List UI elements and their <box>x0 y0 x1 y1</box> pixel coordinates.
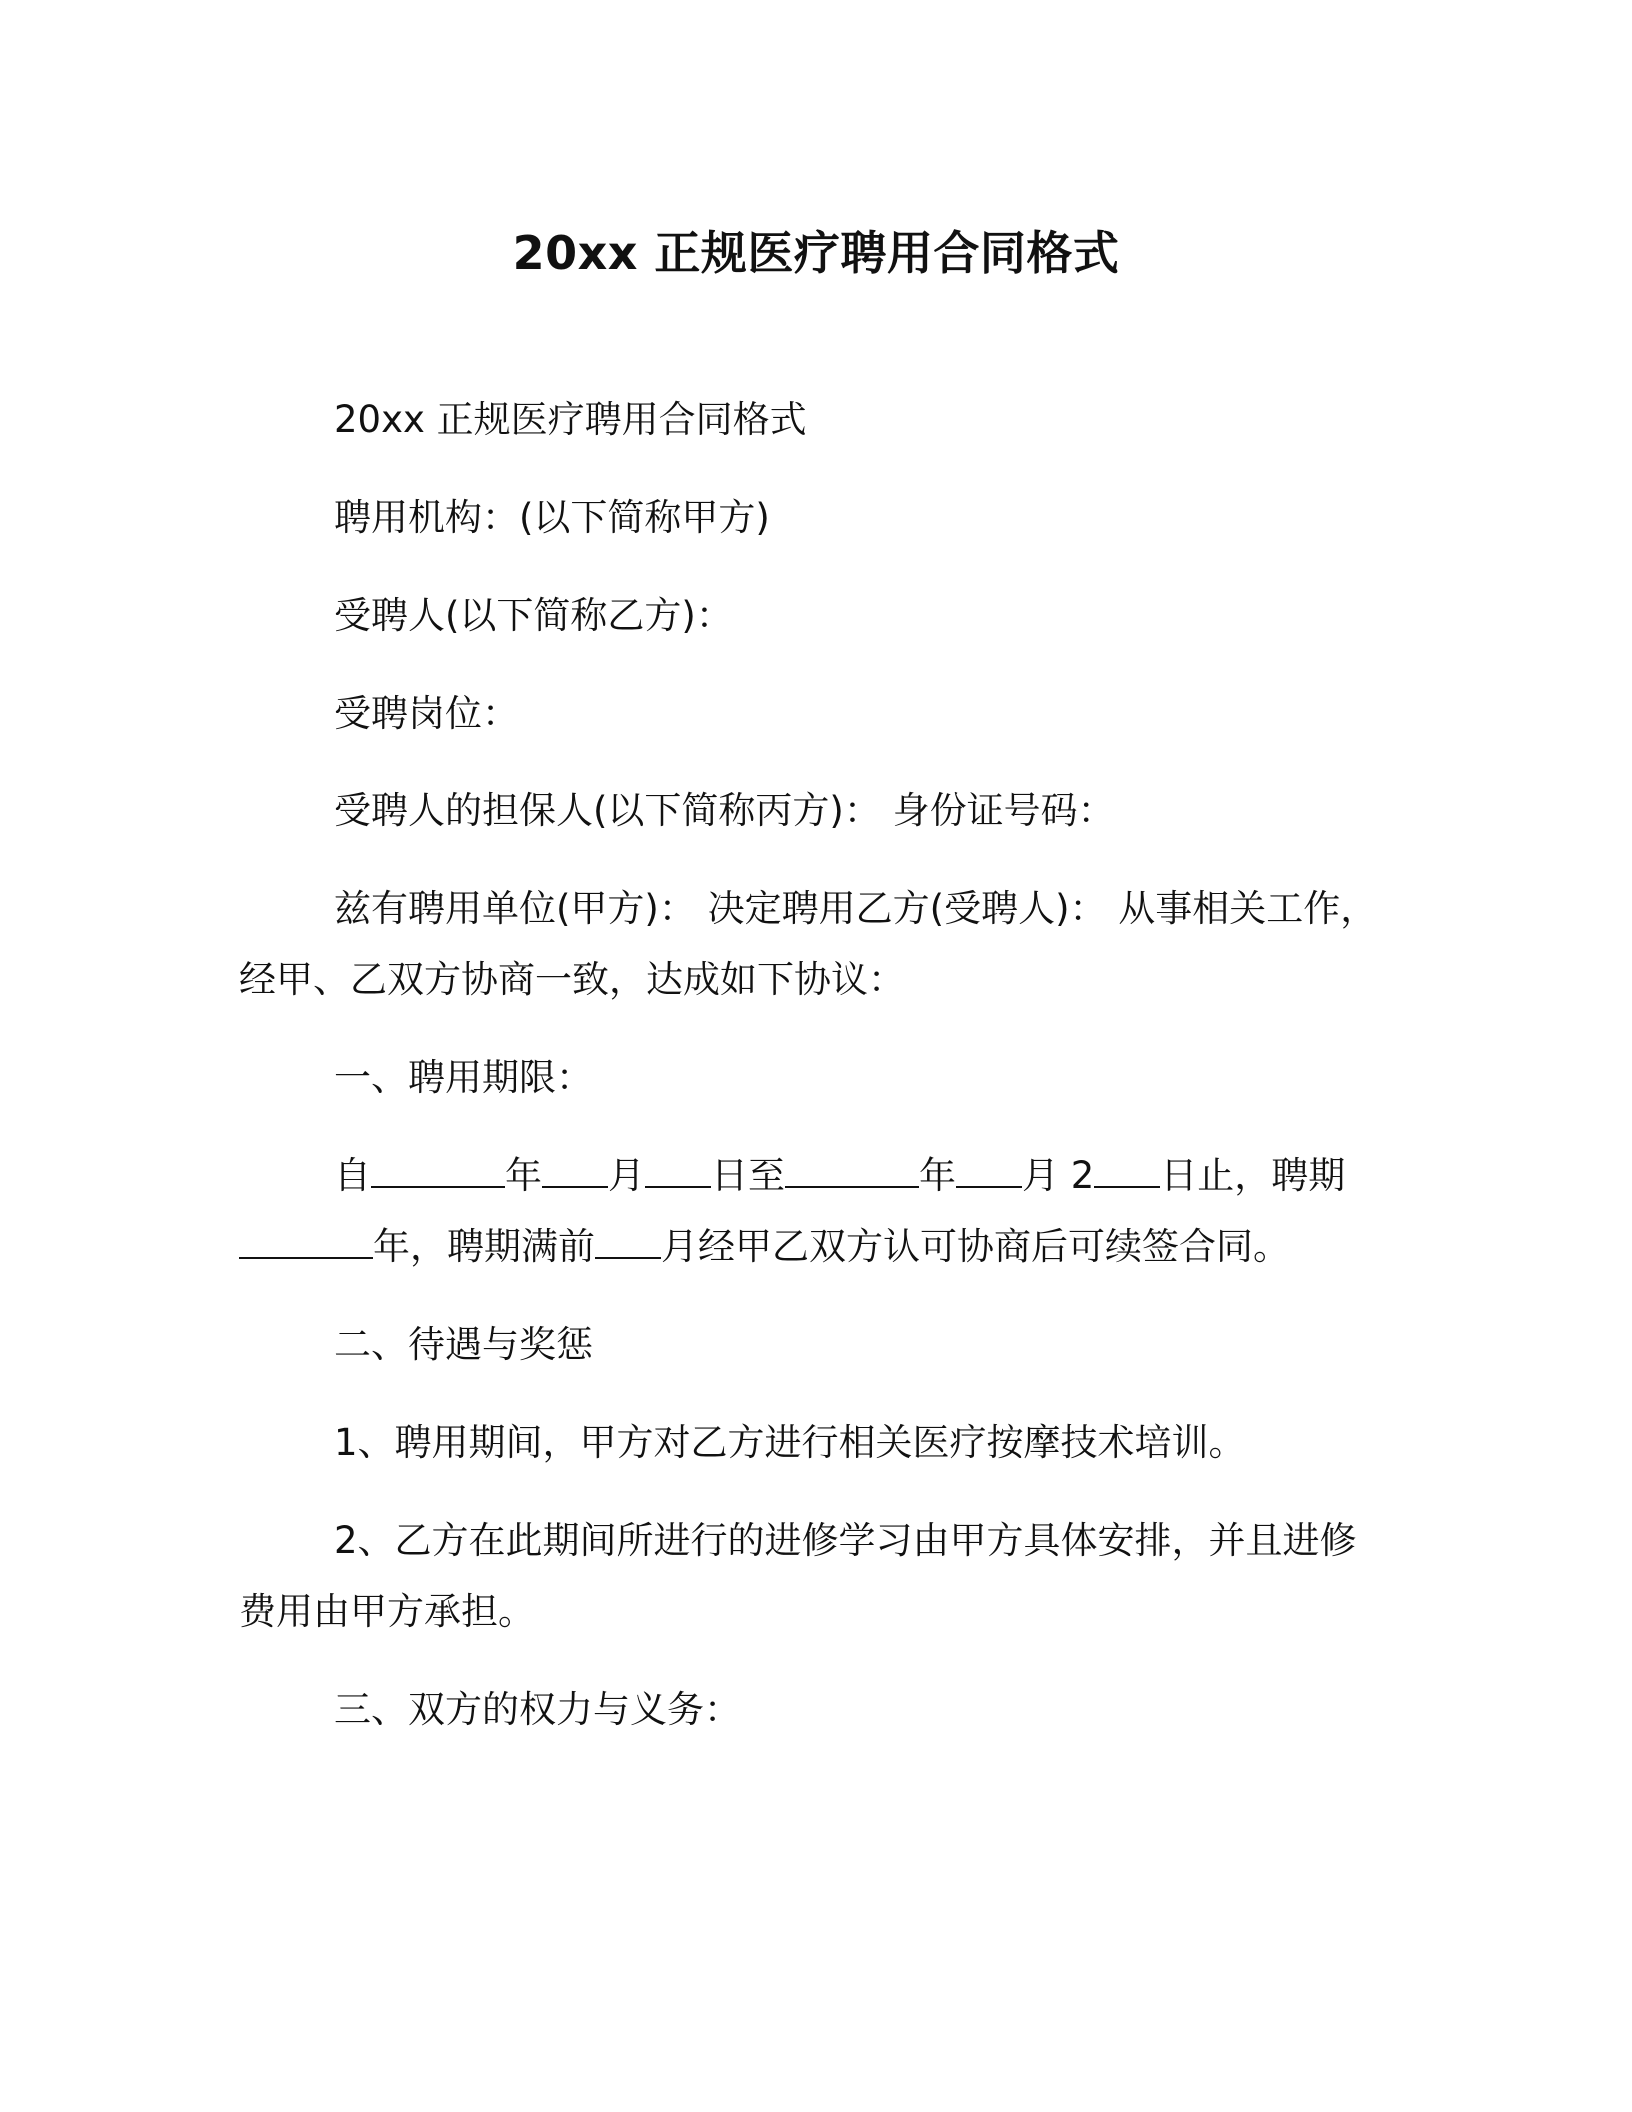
term-line-1 <box>334 1151 1345 1201</box>
term-day-to-text: 日至 <box>711 1154 785 1197</box>
section-3-heading: 三、双方的权力与义务： <box>334 1688 741 1731</box>
start-year-blank <box>371 1185 505 1188</box>
position-line: 受聘岗位： <box>334 692 519 735</box>
employee-line: 受聘人(以下简称乙方)： <box>334 594 733 637</box>
section-2-heading: 二、待遇与奖惩 <box>334 1323 593 1366</box>
end-month-blank <box>956 1185 1022 1188</box>
renewal-month-blank <box>595 1256 661 1259</box>
end-day-blank <box>1094 1185 1160 1188</box>
term-line-2 <box>239 1222 1290 1272</box>
item-2-line-2: 费用由甲方承担。 <box>239 1590 535 1633</box>
term-year-comma-text: 年，聘期满前 <box>373 1225 595 1268</box>
item-2-line-1: 2、乙方在此期间所进行的进修学习由甲方具体安排，并且进修 <box>334 1519 1357 1562</box>
end-year-blank <box>785 1185 919 1188</box>
term-year-text-2: 年 <box>919 1154 956 1197</box>
intro-paragraph-line-2: 经甲、乙双方协商一致，达成如下协议： <box>239 958 905 1001</box>
term-year-text: 年 <box>505 1154 542 1197</box>
start-month-blank <box>542 1185 608 1188</box>
start-day-blank <box>645 1185 711 1188</box>
term-month-text: 月 <box>608 1154 645 1197</box>
term-from-text: 自 <box>334 1154 371 1197</box>
document-subtitle: 20xx 正规医疗聘用合同格式 <box>334 398 807 441</box>
item-1: 1、聘用期间，甲方对乙方进行相关医疗按摩技术培训。 <box>334 1421 1246 1464</box>
guarantor-line: 受聘人的担保人(以下简称丙方)： 身份证号码： <box>334 789 1115 832</box>
intro-paragraph-line-1: 兹有聘用单位(甲方)： 决定聘用乙方(受聘人)： 从事相关工作， <box>334 887 1378 930</box>
term-day-end-text: 日止，聘期 <box>1160 1154 1346 1197</box>
section-1-heading: 一、聘用期限： <box>334 1056 593 1099</box>
term-length-blank <box>239 1256 373 1259</box>
document-title: 20xx 正规医疗聘用合同格式 <box>512 226 1120 280</box>
term-renewal-text: 月经甲乙双方认可协商后可续签合同。 <box>661 1225 1290 1268</box>
term-month-2-text: 月 2 <box>1022 1154 1095 1197</box>
employer-line: 聘用机构：(以下简称甲方) <box>334 496 770 539</box>
